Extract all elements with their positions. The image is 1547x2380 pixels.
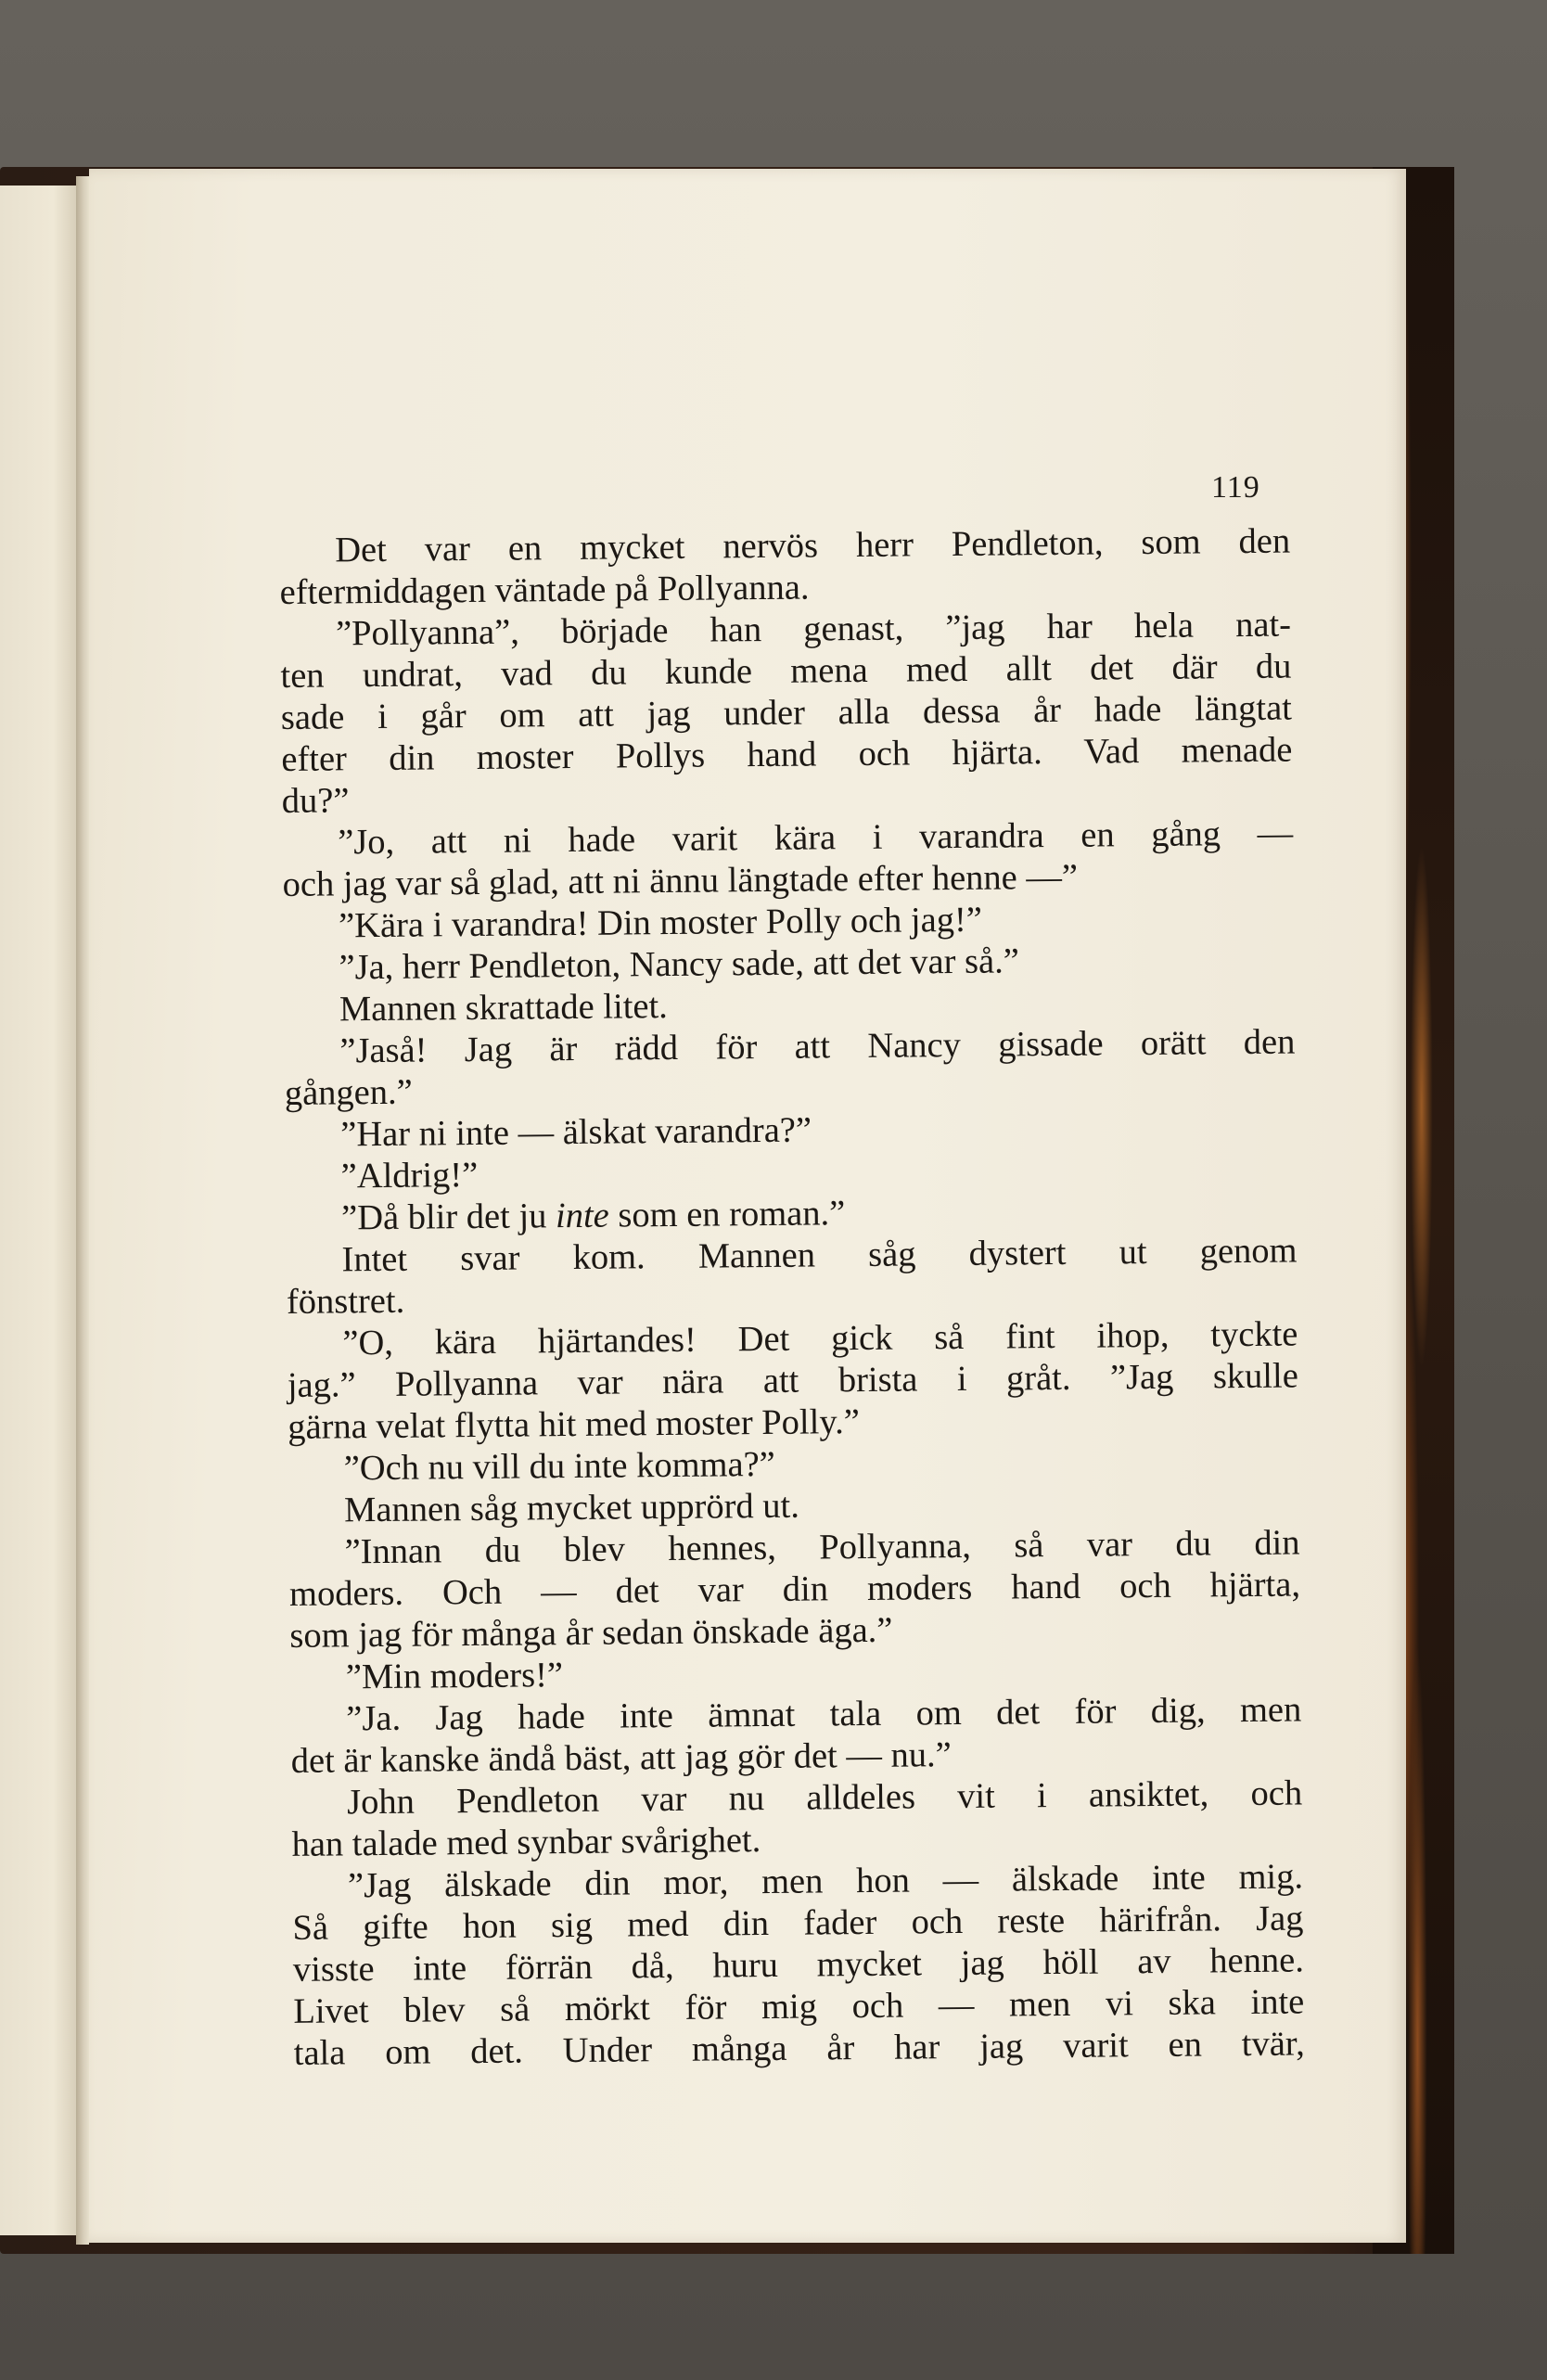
text-line: ten undrat, vad du kunde mena med allt det där du xyxy=(280,646,1292,696)
text-line: eftermiddagen väntade på Pollyanna. xyxy=(279,568,810,612)
text-line: ”Ja. Jag hade inte ämnat tala om det för dig, men xyxy=(346,1690,1302,1739)
text-line: Livet blev så mörkt för mig och — men vi ska inte xyxy=(293,1982,1305,2031)
text-line: ”Kära i varandra! Din moster Polly och jag!” xyxy=(338,900,983,946)
text-line: Så gifte hon sig med din fader och reste härifrån. Jag xyxy=(292,1899,1304,1948)
page-number: 119 xyxy=(1211,470,1260,505)
text-line: som jag för många år sedan önskade äga.” xyxy=(289,1610,893,1656)
text-line: sade i går om att jag under alla dessa år hade längtat xyxy=(280,688,1293,737)
text-line: ”Har ni inte — älskat varandra?” xyxy=(340,1110,812,1155)
text-line: och jag var så glad, att ni ännu längtade efter henne —” xyxy=(282,857,1079,904)
text-line: visste inte förrän då, huru mycket jag höll av henne. xyxy=(292,1940,1305,1990)
text-line: jag.” Pollyanna var nära att brista i gråt. ”Jag skulle xyxy=(287,1356,1299,1405)
book-page xyxy=(89,169,1406,2243)
text-line: fönstret. xyxy=(286,1281,405,1322)
text-line: det är kanske ändå bäst, att jag gör det — nu.” xyxy=(290,1735,952,1781)
emphasized-word: inte xyxy=(555,1196,609,1236)
text-line: ”Pollyanna”, började han genast, ”jag har hela nat- xyxy=(335,605,1292,654)
text-line: John Pendleton var nu alldeles vit i ansiktet, och xyxy=(346,1773,1303,1823)
text-line: du?” xyxy=(281,781,350,821)
page-text xyxy=(279,521,1305,2075)
text-line: gången.” xyxy=(284,1072,413,1113)
text-line: ”Och nu vill du inte komma?” xyxy=(343,1444,775,1489)
text-line: ”Jaså! Jag är rädd för att Nancy gissade orätt den xyxy=(339,1022,1296,1071)
text-line: moders. Och — det var din moders hand och hjärta, xyxy=(288,1565,1301,1614)
text-line: Intet svar kom. Mannen såg dystert ut genom xyxy=(341,1231,1298,1280)
text-line: Mannen såg mycket upprörd ut. xyxy=(343,1486,800,1530)
text-line: tala om det. Under många år har jag varit en tvär, xyxy=(293,2024,1305,2073)
book-gutter xyxy=(76,176,89,2245)
text-line: ”Aldrig!” xyxy=(340,1155,479,1196)
text-line: Det var en mycket nervös herr Pendleton, som den xyxy=(335,521,1291,570)
text-line: han talade med synbar svårighet. xyxy=(291,1821,761,1864)
text-line: efter din moster Pollys hand och hjärta. Vad menade xyxy=(281,730,1293,779)
text-line: ”Min moders!” xyxy=(345,1656,564,1697)
text-line: ”Jag älskade din mor, men hon — älskade inte mig. xyxy=(347,1857,1304,1906)
text-line: ”O, kära hjärtandes! Det gick så fint ihop, tyckte xyxy=(342,1314,1298,1363)
text-line: ”Innan du blev hennes, Pollyanna, så var du din xyxy=(344,1523,1300,1572)
text-line: gärna velat flytta hit med moster Polly.” xyxy=(288,1402,861,1447)
text-line: ”Jo, att ni hade varit kära i varandra en gång — xyxy=(338,813,1294,863)
text-line: ”Då blir det ju inte som en roman.” xyxy=(340,1194,846,1238)
text-line: ”Ja, herr Pendleton, Nancy sade, att det var så.” xyxy=(339,941,1020,988)
text-line: Mannen skrattade litet. xyxy=(339,987,669,1030)
left-page-edge xyxy=(0,186,78,2235)
